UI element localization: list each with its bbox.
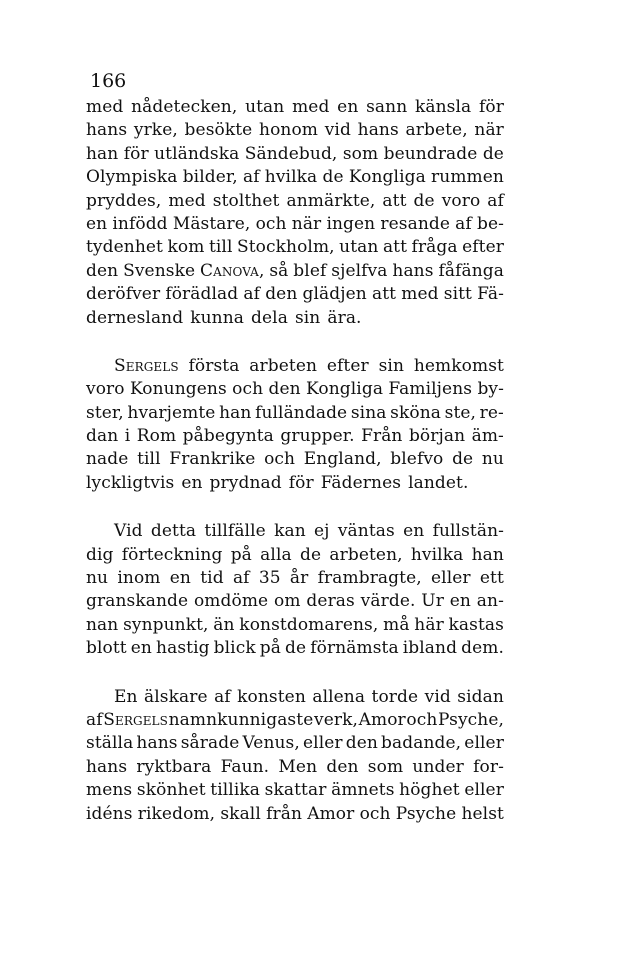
word: sitt [443,284,472,305]
word: skattar [264,780,327,801]
word: Faun. [220,756,270,777]
word: konstdomarens, [239,614,379,635]
word: än [213,614,235,635]
word: Rom [136,426,177,447]
word: Konungens [129,379,227,400]
word: ej [314,521,330,542]
word: påbegynta [182,426,274,447]
word: början [408,426,466,447]
word: Olympiska [86,167,178,188]
word: må [383,614,410,635]
text-line [86,378,504,401]
word: af [487,190,504,211]
word: hvilka [410,544,464,565]
word: ste, [444,402,477,423]
word: hvilka [264,167,318,188]
word: i [124,426,131,447]
word: sin [294,307,321,328]
word: pryddes, [86,190,162,211]
word: Vid [114,521,143,542]
word: namnkunnigaste [168,709,314,730]
word: med [401,284,439,305]
word: ämnets [331,780,395,801]
word: han [219,402,252,423]
word: förnämsta [310,638,399,659]
paragraph [86,686,504,826]
word: by- [477,379,504,400]
word: sårade [180,733,240,754]
word: på [259,638,281,659]
word: sköna [390,402,441,423]
word: allena [312,686,366,707]
word: hemkomst [413,355,504,376]
word: den [326,756,359,777]
word: så [269,260,289,281]
word: stolthet [212,190,280,211]
word: till [208,237,233,258]
word: bilder, [182,167,238,188]
word: grupper. [280,426,355,447]
text-line [86,520,504,543]
word: inom [117,568,161,589]
word: tillfälle [204,521,266,542]
word: frambragte, [317,568,422,589]
word: och [264,449,296,470]
word: han [86,143,119,164]
word: Canova, [200,260,265,281]
text-line [86,803,504,826]
word: efter [462,237,504,258]
word: fråga [411,237,458,258]
word: En [114,686,138,707]
word: värde. [360,591,416,612]
text-line [86,637,504,660]
word: nu [481,449,504,470]
word: ställa [86,733,134,754]
word: att [382,237,408,258]
word: första [188,355,240,376]
word: idéns [86,803,133,824]
text-line [86,590,504,613]
word: Psyche [395,803,457,824]
word: de [413,190,435,211]
word: England, [303,449,382,470]
page-number: 166 [90,70,127,92]
text-line [86,567,504,590]
text-line [86,544,504,567]
word: blick [213,638,256,659]
word: när [291,213,322,234]
word: utan [339,237,379,258]
word: yrke, [133,120,178,141]
word: förädlad [165,284,239,305]
paragraph-gap [86,495,504,520]
paragraph-gap [86,330,504,355]
word: beundrade [383,143,478,164]
word: med [86,97,124,117]
paragraph [86,355,504,495]
word: infödd [112,213,168,234]
word: en [181,472,203,493]
word: de [299,544,322,565]
word: af [242,167,260,188]
word: tillika [210,780,261,801]
word: höghet [399,780,460,801]
word: och [406,709,438,730]
word: en [337,97,359,117]
word: kom [167,237,205,258]
word: fulländade [255,402,348,423]
word: eller [464,780,504,801]
word: hans [86,120,128,141]
word: nådetecken, [131,97,238,117]
word: under [412,756,464,777]
word: Stockholm, [236,237,335,258]
word: Sergels [103,709,168,730]
word: år [289,568,309,589]
word: nade [86,449,129,470]
word: den [86,260,119,281]
word: Familjens [388,379,473,400]
word: Amor [307,803,355,824]
word: utan [245,97,285,117]
word: efter [326,355,369,376]
word: 35 [258,568,281,589]
word: sann [366,97,408,117]
word: Från [361,426,403,447]
word: de [322,167,344,188]
word: dernesland [86,307,184,328]
text-line [86,686,504,709]
word: voro [441,190,481,211]
word: kastas [448,614,504,635]
word: lyckligtvis [86,472,175,493]
text-line [86,732,504,755]
word: Amor [358,709,406,730]
word: från [266,803,302,824]
word: med [168,190,206,211]
word: skönhet [136,780,206,801]
word: om [274,591,301,612]
word: hvarjemte [127,402,216,423]
word: sjelfva [331,260,388,281]
word: ibland [402,638,458,659]
word: dela [251,307,288,328]
paragraph [86,520,504,660]
word: utländska [154,143,240,164]
text-line [86,236,504,259]
word: här [414,614,444,635]
word: af [86,709,103,730]
word: dan [86,426,119,447]
word: verk, [313,709,358,730]
word: anmärkte, [286,190,376,211]
word: blef [293,260,327,281]
word: fåfänga [438,260,504,281]
word: rikedom, [137,803,216,824]
word: konsten [237,686,306,707]
word: hans [86,756,128,777]
text-line [86,614,504,637]
word: dem. [461,638,504,659]
word: mens [86,780,133,801]
word: på [230,544,252,565]
word: tydenhet [86,237,163,258]
word: en [86,213,108,234]
word: och [232,379,264,400]
word: synpunkt, [123,614,209,635]
word: Kongliga [306,379,384,400]
word: vid [424,686,451,707]
word: den [268,379,301,400]
word: glädjen [302,284,367,305]
word: detta [150,521,197,542]
word: sina [350,402,387,423]
word: eller [303,733,343,754]
word: hastig [156,638,210,659]
word: Venus, [242,733,300,754]
word: skall [220,803,261,824]
word: kan [274,521,306,542]
word: för [479,97,504,117]
word: att [382,190,407,211]
word: af [232,568,250,589]
word: att [372,284,397,305]
text-line [86,355,504,378]
text-line [86,260,504,283]
word: omdöme [193,591,269,612]
word: arbeten [249,355,318,376]
word: nan [86,614,119,635]
word: honom [259,120,319,141]
word: kunna [190,307,245,328]
word: förteckning [121,544,223,565]
word: hans [357,120,399,141]
word: en [130,638,152,659]
text-line [86,425,504,448]
word: som [342,143,379,164]
word: besökte [184,120,253,141]
text-line [86,756,504,779]
word: hans [136,733,178,754]
word: en [403,521,425,542]
word: Mästare, [172,213,251,234]
word: af [455,213,472,234]
word: ingen [326,213,376,234]
word: älskare [144,686,208,707]
word: torde [371,686,419,707]
text-line [86,709,504,732]
word: an- [476,591,504,612]
word: eller [431,568,471,589]
word: deröfver [86,284,161,305]
word: Men [278,756,318,777]
word: han [471,544,504,565]
paragraph [86,96,504,330]
word: äm- [471,426,504,447]
word: alla [260,544,292,565]
word: eller [464,733,504,754]
word: dig [86,544,114,565]
word: den [265,284,298,305]
word: väntas [337,521,395,542]
word: blefvo [390,449,444,470]
word: den [345,733,378,754]
word: och [255,213,287,234]
word: Kongliga [348,167,426,188]
word: ryktbara [136,756,212,777]
word: Ur [421,591,444,612]
text-line [86,307,504,330]
word: Fä- [477,284,504,305]
text-line [86,402,504,425]
word: deras [306,591,355,612]
word: voro [86,379,125,400]
word: prydnad [209,472,282,493]
text-line [86,143,504,166]
word: de [482,143,504,164]
word: blott [86,638,127,659]
word: som [367,756,404,777]
text-line [86,166,504,189]
word: ster, [86,402,124,423]
word: hans [392,260,434,281]
text-line [86,448,504,471]
word: arbete, [405,120,468,141]
word: sidan [457,686,504,707]
word: till [137,449,161,470]
word: och [359,803,391,824]
word: de [452,449,474,470]
word: resande [380,213,451,234]
word: Frankrike [169,449,256,470]
word: af [214,686,231,707]
word: för [288,472,314,493]
text-line [86,190,504,213]
text-line [86,119,504,142]
word: Psyche, [438,709,504,730]
word: Sändebud, [244,143,338,164]
text-line [86,96,504,119]
word: ett [479,568,504,589]
text-line [86,283,504,306]
word: Sergels [114,355,179,376]
text-line [86,779,504,802]
word: sin [378,355,404,376]
word: af [243,284,261,305]
word: fullstän- [432,521,504,542]
word: ära. [327,307,362,328]
word: en [169,568,191,589]
word: arbeten, [329,544,403,565]
word: med [292,97,330,117]
word: för [123,143,149,164]
word: nu [86,568,109,589]
word: Svenske [123,260,196,281]
paragraph-gap [86,661,504,686]
word: Fädernes [320,472,402,493]
word: känsla [414,97,472,117]
word: granskande [86,591,189,612]
text-line [86,213,504,236]
word: de [285,638,307,659]
body-text [86,96,504,826]
word: rummen [431,167,504,188]
text-line [86,472,504,495]
word: badande, [381,733,462,754]
word: re- [479,402,504,423]
word: en [449,591,471,612]
word: vid [324,120,351,141]
word: for- [473,756,504,777]
word: när [474,120,504,141]
word: be- [476,213,504,234]
word: landet. [408,472,469,493]
word: helst [461,803,504,824]
word: tid [200,568,224,589]
